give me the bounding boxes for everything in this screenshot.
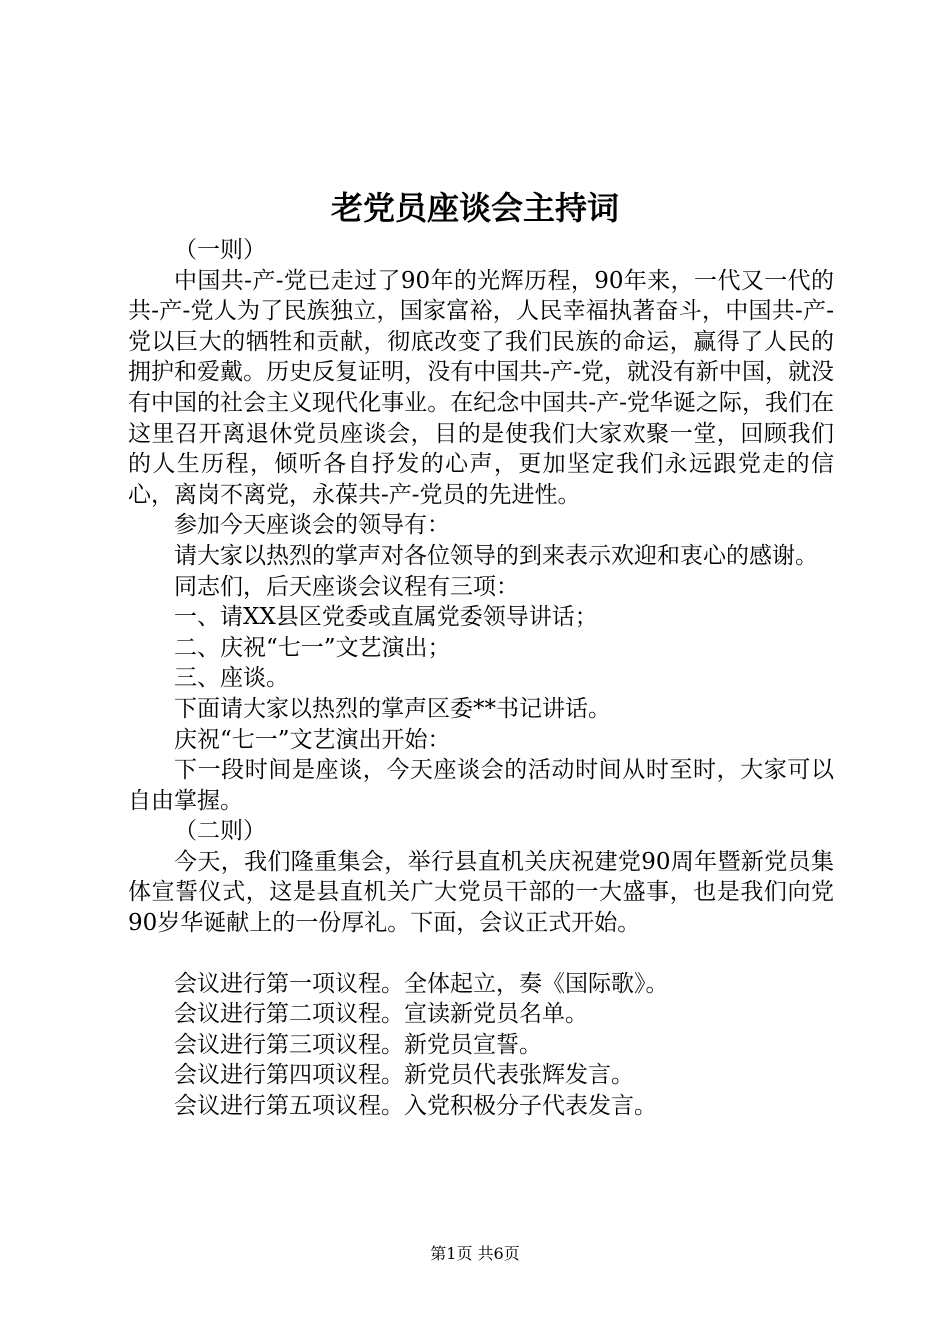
paragraph-performance: 庆祝“七一”文艺演出开始： bbox=[174, 726, 451, 753]
procedure-item-3: 会议进行第三项议程。新党员宣誓。 bbox=[174, 1031, 542, 1058]
paragraph-discussion: 下一段时间是座谈，今天座谈会的活动时间从时至时，大家可以自由掌握。 bbox=[128, 757, 834, 814]
paragraph-welcome: 请大家以热烈的掌声对各位领导的到来表示欢迎和衷心的感谢。 bbox=[174, 542, 818, 569]
section-label-1: （一则） bbox=[174, 237, 266, 263]
paragraph-ceremony: 今天，我们隆重集会，举行县直机关庆祝建党90周年暨新党员集体宣誓仪式，这是县直机关广大党员干部的一大盛事，也是我们向党90岁华诞献上的一份厚礼。下面，会议正式开始。 bbox=[128, 848, 834, 937]
paragraph-intro: 中国共-产-党已走过了90年的光辉历程，90年来，一代又一代的共-产-党人为了民族独立，国家富裕，人民幸福执著奋斗，中国共-产-党以巨大的牺牲和贡献，彻底改变了我们民族的命运，赢得了人民的拥护和爱戴。历史反复证明，没有中国共-产-党，就没有新中国，就没有中国的社会主义现代化事业。在纪念中国共-产-党华诞之际，我们在这里召开离退休党员座谈会，目的是使我们大家欢聚一堂，回顾我们的人生历程，倾听各自抒发的心声，更加坚定我们永远跟党走的信心，离岗不离党，永葆共-产-党员的先进性。 bbox=[128, 267, 834, 508]
procedure-item-1: 会议进行第一项议程。全体起立，奏《国际歌》。 bbox=[174, 970, 669, 997]
page-title: 老党员座谈会主持词 bbox=[330, 189, 619, 227]
agenda-item-3: 三、座谈。 bbox=[174, 665, 289, 692]
procedure-item-5: 会议进行第五项议程。入党积极分子代表发言。 bbox=[174, 1093, 657, 1120]
agenda-item-2: 二、庆祝“七一”文艺演出； bbox=[174, 634, 451, 661]
paragraph-agenda-intro: 同志们，后天座谈会议程有三项： bbox=[174, 573, 519, 600]
procedure-item-4: 会议进行第四项议程。新党员代表张辉发言。 bbox=[174, 1062, 634, 1089]
agenda-item-1: 一、请XX县区党委或直属党委领导讲话； bbox=[174, 604, 598, 631]
paragraph-leaders: 参加今天座谈会的领导有： bbox=[174, 512, 450, 539]
procedure-item-2: 会议进行第二项议程。宣读新党员名单。 bbox=[174, 1001, 588, 1028]
section-label-2: （二则） bbox=[174, 818, 266, 845]
paragraph-speech: 下面请大家以热烈的掌声区委**书记讲话。 bbox=[174, 695, 611, 722]
page-footer: 第1页 共6页 bbox=[430, 1244, 520, 1263]
document-body bbox=[128, 235, 834, 1122]
